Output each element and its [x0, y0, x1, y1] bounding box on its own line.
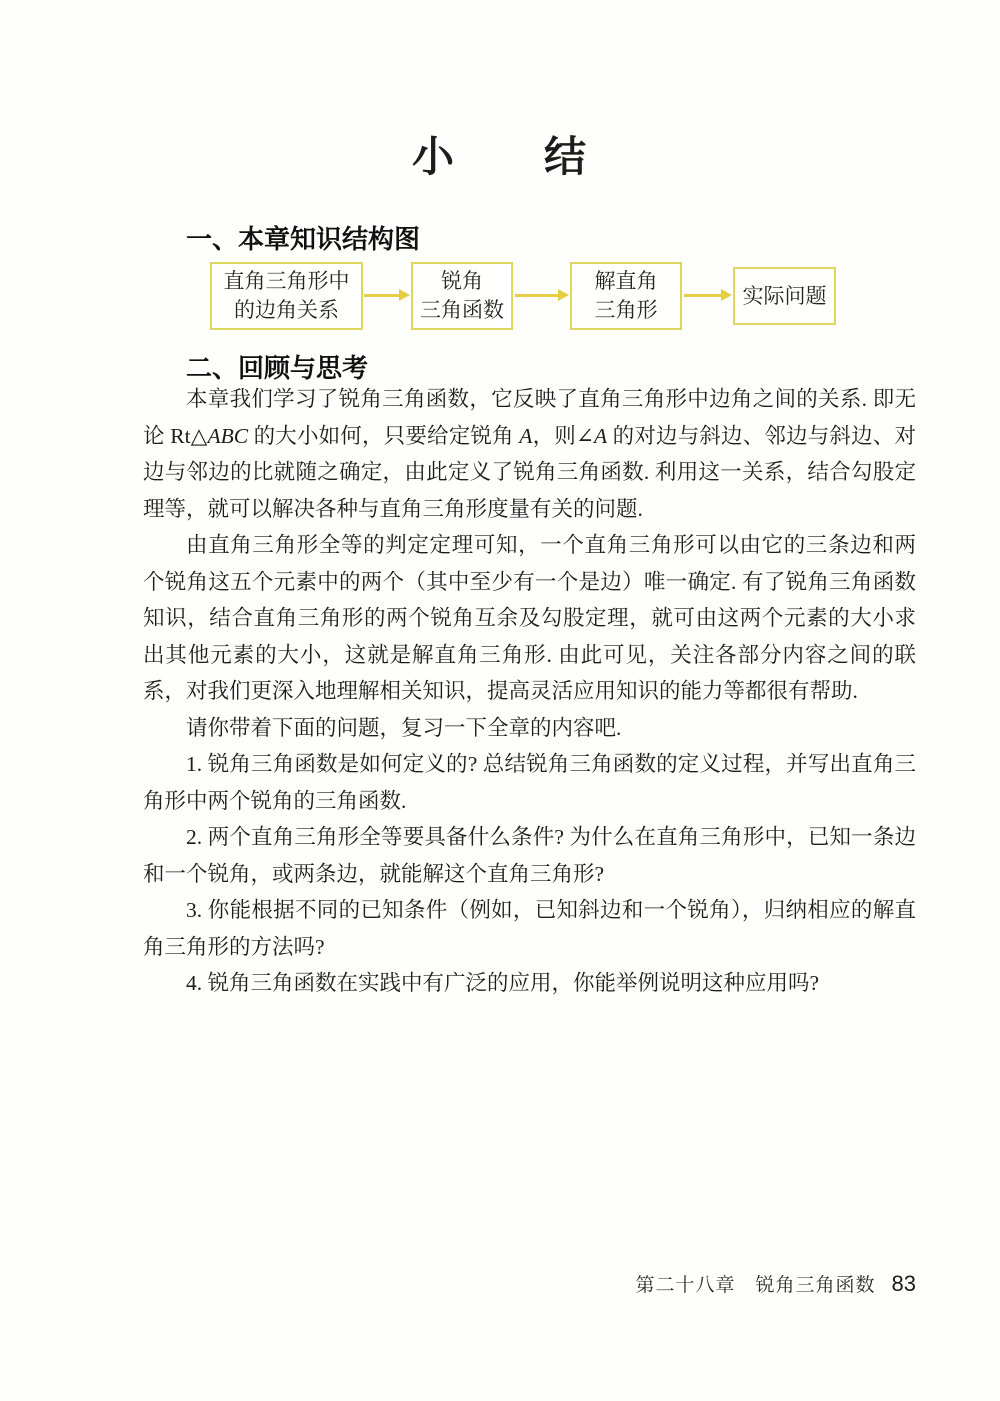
flow-box-acute-trig-functions	[411, 262, 513, 330]
flow-box-text-line: 直角三角形中	[223, 269, 350, 293]
flow-arrow	[364, 294, 400, 297]
flow-box-solve-right-triangle	[570, 262, 682, 330]
flow-box-practical-problems	[733, 267, 836, 325]
flow-box-text-line: 解直角	[594, 269, 658, 293]
paragraph-summary-1	[143, 381, 916, 527]
text-run: 本章我们学习了锐角三角函数，它反映了直角三角形中边角之间的关系. 即无论 Rt△	[143, 387, 916, 448]
page-footer	[636, 1270, 917, 1297]
text-run: 的大小如何，只要给定锐角	[248, 423, 520, 448]
question-item-4: 4. 锐角三角函数在实践中有广泛的应用，你能举例说明这种应用吗?	[186, 971, 820, 995]
footer-page-number: 83	[891, 1271, 916, 1296]
page-title: 小 结	[411, 135, 588, 181]
flow-box-text-line: 锐角	[441, 269, 483, 293]
flow-box-text-line: 三角形	[594, 298, 658, 322]
flow-box-text-line: 三角函数	[420, 298, 504, 322]
knowledge-structure-diagram	[0, 261, 1000, 335]
flow-box-text-line: 实际问题	[742, 283, 827, 308]
footer-chapter-label: 第二十八章 锐角三角函数	[635, 1275, 876, 1296]
text-run: 的对边与斜边、邻边与斜边、对边与邻边的比就随之确定，由此定义了锐角三角函数. 利用这一关系，结合勾股定理等，就可以解决各种与直角三角形度量有关的问题.	[143, 423, 916, 521]
math-variable: ABC	[207, 423, 249, 448]
question-item-2: 2. 两个直角三角形全等要具备什么条件? 为什么在直角三角形中，已知一条边和一个锐角，或两条边，就能解这个直角三角形?	[143, 825, 916, 886]
math-variable: A	[519, 423, 533, 448]
math-variable: A	[593, 423, 608, 448]
paragraph-lead-in: 请你带着下面的问题，复习一下全章的内容吧.	[186, 715, 622, 740]
question-item-3: 3. 你能根据不同的已知条件（例如，已知斜边和一个锐角），归纳相应的解直角三角形的方法吗?	[143, 898, 916, 959]
review-body	[143, 381, 916, 1002]
flow-box-text-line: 的边角关系	[234, 298, 339, 322]
text-run: ，则∠	[532, 423, 594, 448]
flow-arrow	[515, 294, 559, 297]
flow-arrow	[684, 294, 722, 297]
section-heading-knowledge-structure: 一、本章知识结构图	[186, 224, 421, 254]
flow-box-side-angle-relations	[210, 262, 363, 330]
section-heading-review-and-think: 二、回顾与思考	[186, 353, 369, 383]
question-item-1: 1. 锐角三角函数是如何定义的? 总结锐角三角函数的定义过程，并写出直角三角形中两个锐角的三角函数.	[143, 752, 916, 813]
paragraph-summary-2: 由直角三角形全等的判定定理可知，一个直角三角形可以由它的三条边和两个锐角这五个元素中的两个（其中至少有一个是边）唯一确定. 有了锐角三角函数知识，结合直角三角形的两个锐角互余及勾股定理，就可由这两个元素的大小求出其他元素的大小，这就是解直角三角形. 由此可见，关注各部分内容之间的联系，对我们更深入地理解相关知识，提高灵活应用知识的能力等都很有帮助.	[143, 533, 916, 703]
